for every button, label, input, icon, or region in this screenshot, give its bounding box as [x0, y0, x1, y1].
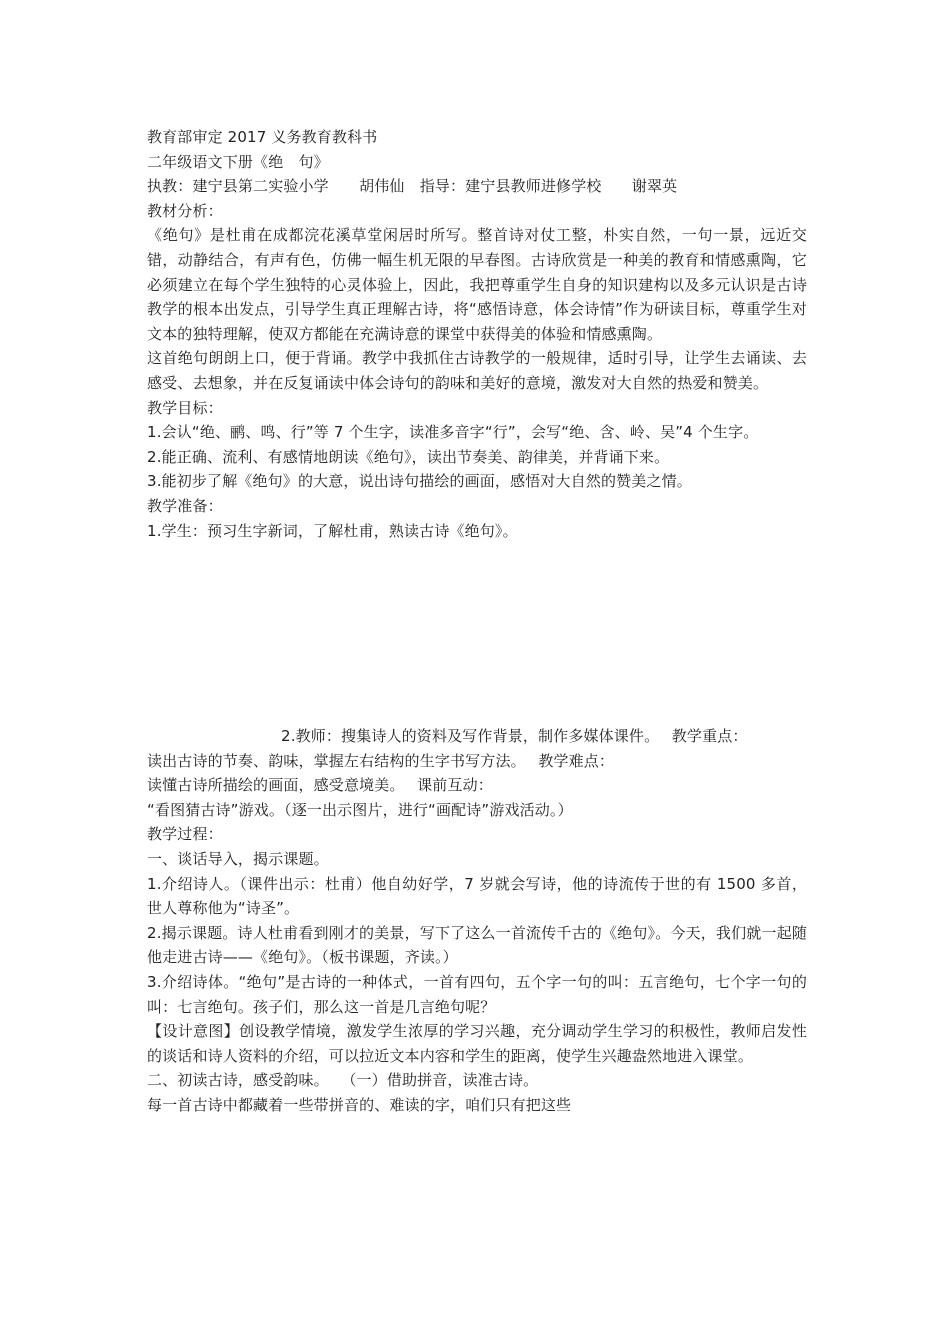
goals-heading: 教学目标：	[147, 398, 223, 417]
section-1-title: 一、谈话导入，揭示课题。	[147, 849, 329, 868]
design-intent: 【设计意图】创设教学情境，激发学生浓厚的学习兴趣，充分调动学生学习的积极性，教师启发性的谈话和诗人资料的介绍，可以拉近文本内容和学生的距离，使学生兴趣盎然地进入课堂。	[147, 1022, 807, 1065]
process-step-1: 1.介绍诗人。（课件出示：杜甫）他自幼好学，7 岁就会写诗，他的诗流传于世的有 1500 多首，世人尊称他为“诗圣”。	[147, 874, 807, 918]
analysis-paragraph-1: 《绝句》是杜甫在成都浣花溪草堂闲居时所写。整首诗对仗工整，朴实自然，一句一景，远近交错，动静结合，有声有色，仿佛一幅生机无限的早春图。古诗欣赏是一种美的教育和情感熏陶，它必须建立在每个学生独特的心灵体验上，因此，我把尊重学生自身的知识建构以及多元认识是古诗教学的根本出发点，引导学生真正理解古诗，将“感悟诗意，体会诗情”作为研读目标，尊重学生对文本的独特理解，使双方都能在充满诗意的课堂中获得美的体验和情感熏陶。	[147, 226, 807, 343]
process-heading: 教学过程：	[147, 825, 223, 844]
difficulty-text: 读懂古诗所描绘的画面，感受意境美。 课前互动：	[147, 776, 493, 795]
process-step-3: 3.介绍诗体。“绝句”是古诗的一种体式，一首有四句，五个字一句的叫：五言绝句，七个字一句的叫：七言绝句。孩子们，那么这一首是几言绝句呢？	[147, 972, 807, 1016]
lesson-title: 二年级语文下册《绝 句》	[147, 152, 329, 171]
key-point-text: 读出古诗的节奏、韵味，掌握左右结构的生字书写方法。 教学难点：	[147, 751, 615, 770]
analysis-heading: 教材分析：	[147, 201, 223, 220]
goal-item-3: 3.能初步了解《绝句》的大意，说出诗句描绘的画面，感悟对大自然的赞美之情。	[147, 472, 692, 491]
section-2-title: 二、初读古诗，感受韵味。 （一）借助拼音，读准古诗。	[147, 1071, 539, 1090]
goal-item-2: 2.能正确、流利、有感情地朗读《绝句》，读出节奏美、韵律美，并背诵下来。	[147, 447, 670, 466]
document-bottom-section	[147, 724, 807, 1118]
process-step-2: 2.揭示课题。诗人杜甫看到刚才的美景，写下了这么一首流传千古的《绝句》。今天，我们就一起随他走进古诗——《绝句》。（板书课题，齐读。）	[147, 923, 807, 967]
textbook-label: 教育部审定 2017 义务教育教科书	[147, 128, 378, 146]
goal-item-1: 1.会认“绝、鹂、鸣、行”等 7 个生字，读准多音字“行”，会写“绝、含、岭、吴”4 个生字。	[147, 423, 759, 442]
preparation-item-1: 1.学生：预习生字新词，了解杜甫，熟读古诗《绝句》。	[147, 521, 518, 540]
teacher-info: 执教：建宁县第二实验小学 胡伟仙 指导：建宁县教师进修学校 谢翠英	[147, 177, 678, 196]
analysis-paragraph-2: 这首绝句朗朗上口，便于背诵。教学中我抓住古诗教学的一般规律，适时引导，让学生去诵读、去感受、去想象，并在反复诵读中体会诗句的韵味和美好的意境，激发对大自然的热爱和赞美。	[147, 349, 807, 392]
warmup-text: “看图猜古诗”游戏。（逐一出示图片，进行“画配诗”游戏活动。）	[147, 800, 573, 819]
preparation-item-2: 2.教师：搜集诗人的资料及写作背景，制作多媒体课件。 教学重点：	[281, 727, 748, 745]
preparation-heading: 教学准备：	[147, 496, 223, 515]
last-line: 每一首古诗中都藏着一些带拼音的、难读的字，咱们只有把这些	[147, 1095, 572, 1114]
document-top-section	[147, 125, 807, 543]
